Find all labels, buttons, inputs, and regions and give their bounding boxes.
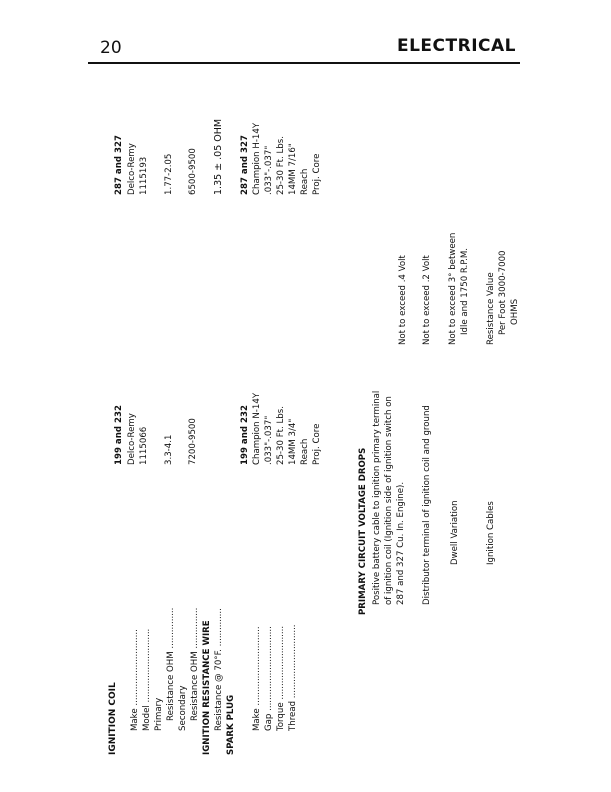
coil-model-v2: 1115193 (139, 156, 149, 195)
coil-secondary-v1: 7200-9500 (188, 418, 198, 465)
header-rule (88, 62, 520, 64)
plug-col1-header: 199 and 232 (240, 405, 250, 465)
plug-v1-reach: Reach (300, 438, 310, 465)
p1-line-1: Positive battery cable to ignition primary terminal (372, 390, 382, 605)
plug-make-label: Make ............................. (252, 626, 262, 731)
plug-v1-core: Proj. Core (312, 423, 322, 465)
page-title: ELECTRICAL (396, 36, 516, 56)
p2-line: Distributor terminal of ignition coil and ground (422, 405, 432, 605)
resistance-wire-heading: IGNITION RESISTANCE WIRE (202, 620, 212, 755)
coil-secondary-label: Secondary (178, 685, 188, 731)
p1-value: Not to exceed .4 Volt (398, 255, 408, 345)
resistance-wire-label: Resistance @ 70°F. .............. (214, 608, 224, 731)
plug-v1-torque: 25-30 Ft. Lbs. (276, 406, 286, 465)
plug-v1-gap: .033"-.037" (264, 415, 274, 465)
cables-value-1: Resistance Value (486, 272, 496, 345)
plug-v2-make: Champion H-14Y (252, 122, 262, 195)
p1-line-3: 287 and 327 Cu. In. Engine). (396, 481, 406, 605)
ignition-coil-heading: IGNITION COIL (108, 682, 118, 755)
coil-col1-header: 199 and 232 (114, 405, 124, 465)
coil-primary-v2: 1.77-2.05 (164, 153, 174, 195)
spark-plug-heading: SPARK PLUG (226, 694, 236, 755)
plug-thread-label: Thread ........................... (288, 624, 298, 731)
resistance-wire-value: 1.35 ± .05 OHM (213, 118, 224, 195)
p2-value: Not to exceed .2 Volt (422, 255, 432, 345)
coil-secondary-v2: 6500-9500 (188, 148, 198, 195)
plug-v2-thread: 14MM 7/16" (288, 143, 298, 195)
plug-v1-make: Champion N-14Y (252, 392, 262, 465)
coil-col2-header: 287 and 327 (114, 135, 124, 195)
coil-make-v2: Delco-Remy (127, 143, 137, 195)
cables-value-3: OHMS (510, 298, 520, 325)
cables-label: Ignition Cables (486, 501, 496, 565)
coil-primary-v1: 3.3-4.1 (164, 434, 174, 465)
coil-model-label: Model ........................... (142, 628, 152, 731)
voltage-drops-heading: PRIMARY CIRCUIT VOLTAGE DROPS (358, 447, 368, 615)
page-number: 20 (100, 38, 122, 58)
coil-make-label: Make ............................ (130, 629, 140, 731)
plug-v2-gap: .033"-.037" (264, 145, 274, 195)
plug-gap-label: Gap ............................... (264, 626, 274, 731)
plug-v2-reach: Reach (300, 168, 310, 195)
plug-v1-thread: 14MM 3/4" (288, 418, 298, 465)
plug-v2-core: Proj. Core (312, 153, 322, 195)
coil-make-v1: Delco-Remy (127, 413, 137, 465)
dwell-value-2: Idle and 1750 R.P.M. (460, 247, 470, 335)
page-header (88, 34, 520, 64)
plug-col2-header: 287 and 327 (240, 135, 250, 195)
cables-value-2: Per Foot 3000-7000 (498, 250, 508, 335)
coil-primary-label: Primary (154, 697, 164, 731)
dwell-value-1: Not to exceed 3° between (448, 232, 458, 345)
coil-secondary-ohm-label: Resistance OHM ............... (190, 607, 200, 721)
plug-torque-label: Torque ........................... (276, 625, 286, 731)
coil-model-v1: 1115066 (139, 426, 149, 465)
dwell-label: Dwell Variation (450, 500, 460, 565)
p1-line-2: of ignition coil (Ignition side of ignition switch on (384, 396, 394, 605)
coil-primary-ohm-label: Resistance OHM ............... (166, 607, 176, 721)
plug-v2-torque: 25-30 Ft. Lbs. (276, 136, 286, 195)
rotated-spec-table (100, 65, 520, 755)
